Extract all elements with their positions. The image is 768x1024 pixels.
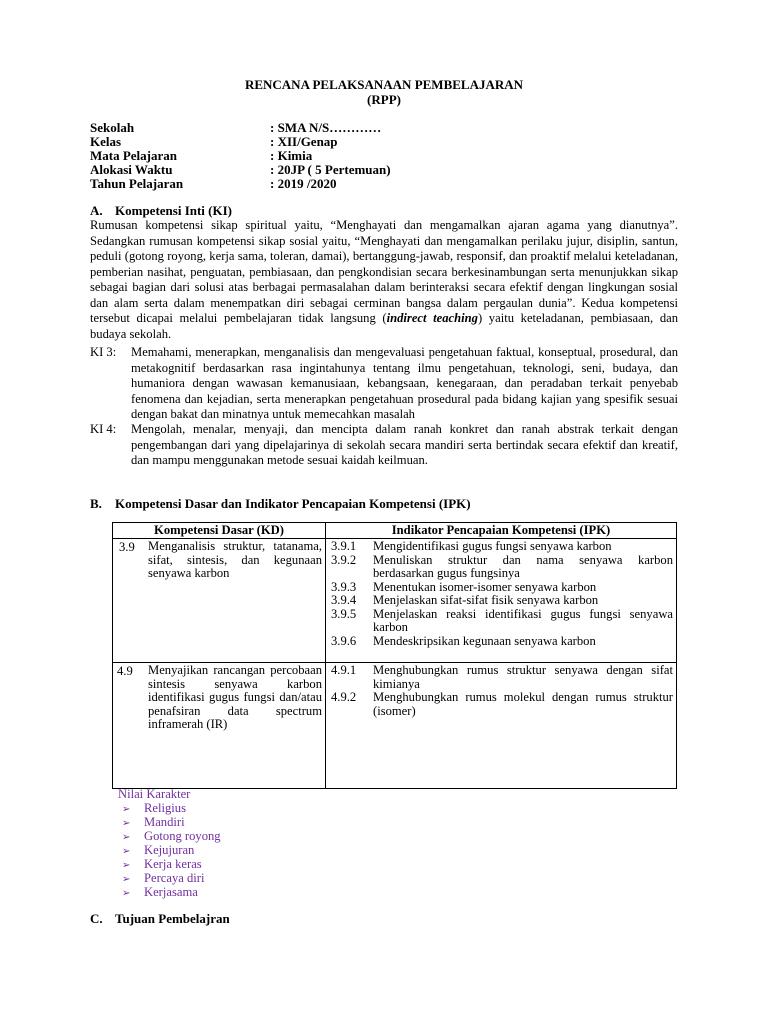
section-c-heading: [90, 911, 230, 927]
section-title: Kompetensi Dasar dan Indikator Pencapaian Kompetensi (IPK): [115, 496, 471, 511]
arrow-bullet-icon: ➢: [122, 846, 131, 857]
kd-number: 4.9: [117, 664, 133, 678]
document-title: RENCANA PELAKSANAAN PEMBELAJARAN: [244, 77, 524, 92]
ki-intro-paragraph: [90, 218, 678, 342]
ipk-item: [331, 608, 673, 635]
list-item: [118, 885, 221, 899]
ki3-label: KI 3:: [90, 345, 117, 359]
identity-label: Alokasi Waktu: [90, 162, 173, 177]
ipk-text: Menuliskan struktur dan nama senyawa karbon berdasarkan gugus fungsinya: [373, 552, 673, 580]
section-number: B.: [90, 496, 102, 511]
table-header-kd: Kompetensi Dasar (KD): [113, 523, 326, 539]
document-subtitle: (RPP): [367, 92, 401, 107]
identity-value: : 2019 /2020: [270, 176, 337, 191]
ipk-item: [331, 664, 673, 691]
arrow-bullet-icon: ➢: [122, 888, 131, 899]
ipk-item: [331, 691, 673, 718]
ipk-number: 3.9.4: [331, 593, 357, 607]
section-number: C.: [90, 911, 103, 926]
ipk-number: 3.9.6: [331, 633, 357, 648]
ipk-number: 4.9.2: [331, 690, 357, 704]
list-item-label: Kerja keras: [144, 857, 202, 871]
list-item-label: Percaya diri: [144, 871, 205, 885]
table-header-ipk: Indikator Pencapaian Kompetensi (IPK): [326, 523, 677, 539]
nilai-karakter-title: Nilai Karakter: [118, 787, 191, 801]
arrow-bullet-icon: ➢: [122, 832, 131, 843]
kd-number: 3.9: [119, 540, 135, 554]
ipk-text: Menghubungkan rumus struktur senyawa dengan sifat kimianya: [373, 663, 673, 691]
identity-value: : SMA N/S…………: [270, 120, 382, 135]
kd-ipk-table: [112, 522, 677, 789]
nilai-karakter-list: [118, 801, 221, 899]
ipk-text: Mendeskripsikan kegunaan senyawa karbon: [373, 633, 596, 648]
arrow-bullet-icon: ➢: [122, 860, 131, 871]
ki-intro-emphasis: indirect teaching: [386, 311, 478, 325]
ipk-text: Menjelaskan reaksi identifikasi gugus fungsi senyawa karbon: [373, 606, 673, 634]
identity-value: : 20JP ( 5 Pertemuan): [270, 162, 391, 177]
table-row: [113, 663, 677, 789]
ipk-number: 3.9.2: [331, 552, 357, 567]
list-item: [118, 857, 221, 871]
ipk-item: [331, 594, 673, 608]
section-title: Tujuan Pembelajran: [115, 911, 230, 926]
ipk-number: 4.9.1: [331, 663, 357, 677]
identity-label: Tahun Pelajaran: [90, 176, 184, 191]
identity-label: Kelas: [90, 134, 122, 149]
kd-cell: [113, 539, 326, 663]
identity-label: Sekolah: [90, 120, 135, 135]
arrow-bullet-icon: ➢: [122, 818, 131, 829]
kd-cell: [113, 663, 326, 789]
table-row: [113, 539, 677, 663]
ki4-label: KI 4:: [90, 422, 117, 436]
ipk-item: [331, 581, 673, 595]
identity-value: : XII/Genap: [270, 134, 338, 149]
ipk-text: Menentukan isomer-isomer senyawa karbon: [373, 579, 597, 594]
list-item: [118, 801, 221, 815]
ipk-text: Menghubungkan rumus molekul dengan rumus struktur (isomer): [373, 690, 673, 718]
list-item-label: Mandiri: [144, 815, 185, 829]
list-item-label: Gotong royong: [144, 829, 221, 843]
list-item: [118, 815, 221, 829]
ipk-text: Menjelaskan sifat-sifat fisik senyawa karbon: [373, 593, 599, 607]
kd-text: Menganalisis struktur, tatanama, sifat, sintesis, dan kegunaan senyawa karbon: [148, 539, 322, 580]
list-item: [118, 843, 221, 857]
ipk-cell: [326, 539, 677, 663]
ipk-item: [331, 635, 673, 649]
kd-text: Menyajikan rancangan percobaan sintesis senyawa karbon identifikasi gugus fungsi dan/atau penafsiran data spectrum inframerah (IR): [148, 663, 322, 731]
section-title: Kompetensi Inti (KI): [115, 203, 232, 218]
ki-intro-text: Rumusan kompetensi sikap spiritual yaitu, “Menghayati dan mengamalkan ajaran agama yang dianutnya”. Sedangkan rumusan kompetensi sikap sosial yaitu, “Menghayati dan mengamalkan perilaku jujur, disiplin, santun, peduli (gotong royong, kerja sama, toleran, damai), bertanggung-jawab, responsif, dan proaktif melalui keteladanan, pemberian nasihat, penguatan, pembiasaan, dan pengkondisian secara berkesinambungan serta menunjukkan sikap sebagai bagian dari solusi atas berbagai permasalahan dalam berinteraksi secara efektif dengan lingkungan sosial dan alam serta dalam menempatkan diri sebagai cerminan bangsa dalam pergaulan dunia”. Kedua kompetensi tersebut dicapai melalui pembelajaran tidak langsung (: [90, 218, 678, 325]
ipk-number: 3.9.1: [331, 539, 357, 553]
ipk-number: 3.9.5: [331, 606, 357, 621]
section-a-heading: [90, 203, 232, 219]
list-item-label: Kejujuran: [144, 843, 195, 857]
table-header-row: [113, 523, 677, 539]
ki3-text: Memahami, menerapkan, menganalisis dan mengevaluasi pengetahuan faktual, konseptual, prosedural, dan metakognitif berdasarkan rasa ingintahunya tentang ilmu pengetahuan, teknologi, seni, budaya, dan humaniora dengan wawasan kemanusiaan, kebangsaan, kenegaraan, dan peradaban terkait penyebab fenomena dan kejadian, serta menerapkan pengetahuan prosedural pada bidang kajian yang spesifik sesuai dengan bakat dan minatnya untuk memecahkan masalah: [131, 345, 678, 421]
ipk-number: 3.9.3: [331, 579, 357, 594]
arrow-bullet-icon: ➢: [122, 874, 131, 885]
list-item-label: Kerjasama: [144, 885, 198, 899]
arrow-bullet-icon: ➢: [122, 804, 131, 815]
ipk-item: [331, 554, 673, 581]
ki4-text: Mengolah, menalar, menyaji, dan mencipta dalam ranah konkret dan ranah abstrak terkait dengan pengembangan dari yang dipelajarinya di sekolah secara mandiri serta bertindak secara efektif dan kreatif, dan mampu menggunakan metode sesuai kaidah keilmuan.: [131, 422, 678, 467]
list-item: [118, 829, 221, 843]
identity-label: Mata Pelajaran: [90, 148, 178, 163]
ipk-cell: [326, 663, 677, 789]
list-item-label: Religius: [144, 801, 186, 815]
section-b-heading: [90, 496, 471, 512]
identity-value: : Kimia: [270, 148, 313, 163]
list-item: [118, 871, 221, 885]
ipk-text: Mengidentifikasi gugus fungsi senyawa karbon: [373, 539, 612, 553]
nilai-karakter-block: [118, 787, 221, 899]
section-number: A.: [90, 203, 103, 218]
ipk-item: [331, 540, 673, 554]
ki-intro-text-end: ) yaitu keteladanan, pembiasaan, dan budaya sekolah.: [90, 311, 679, 341]
